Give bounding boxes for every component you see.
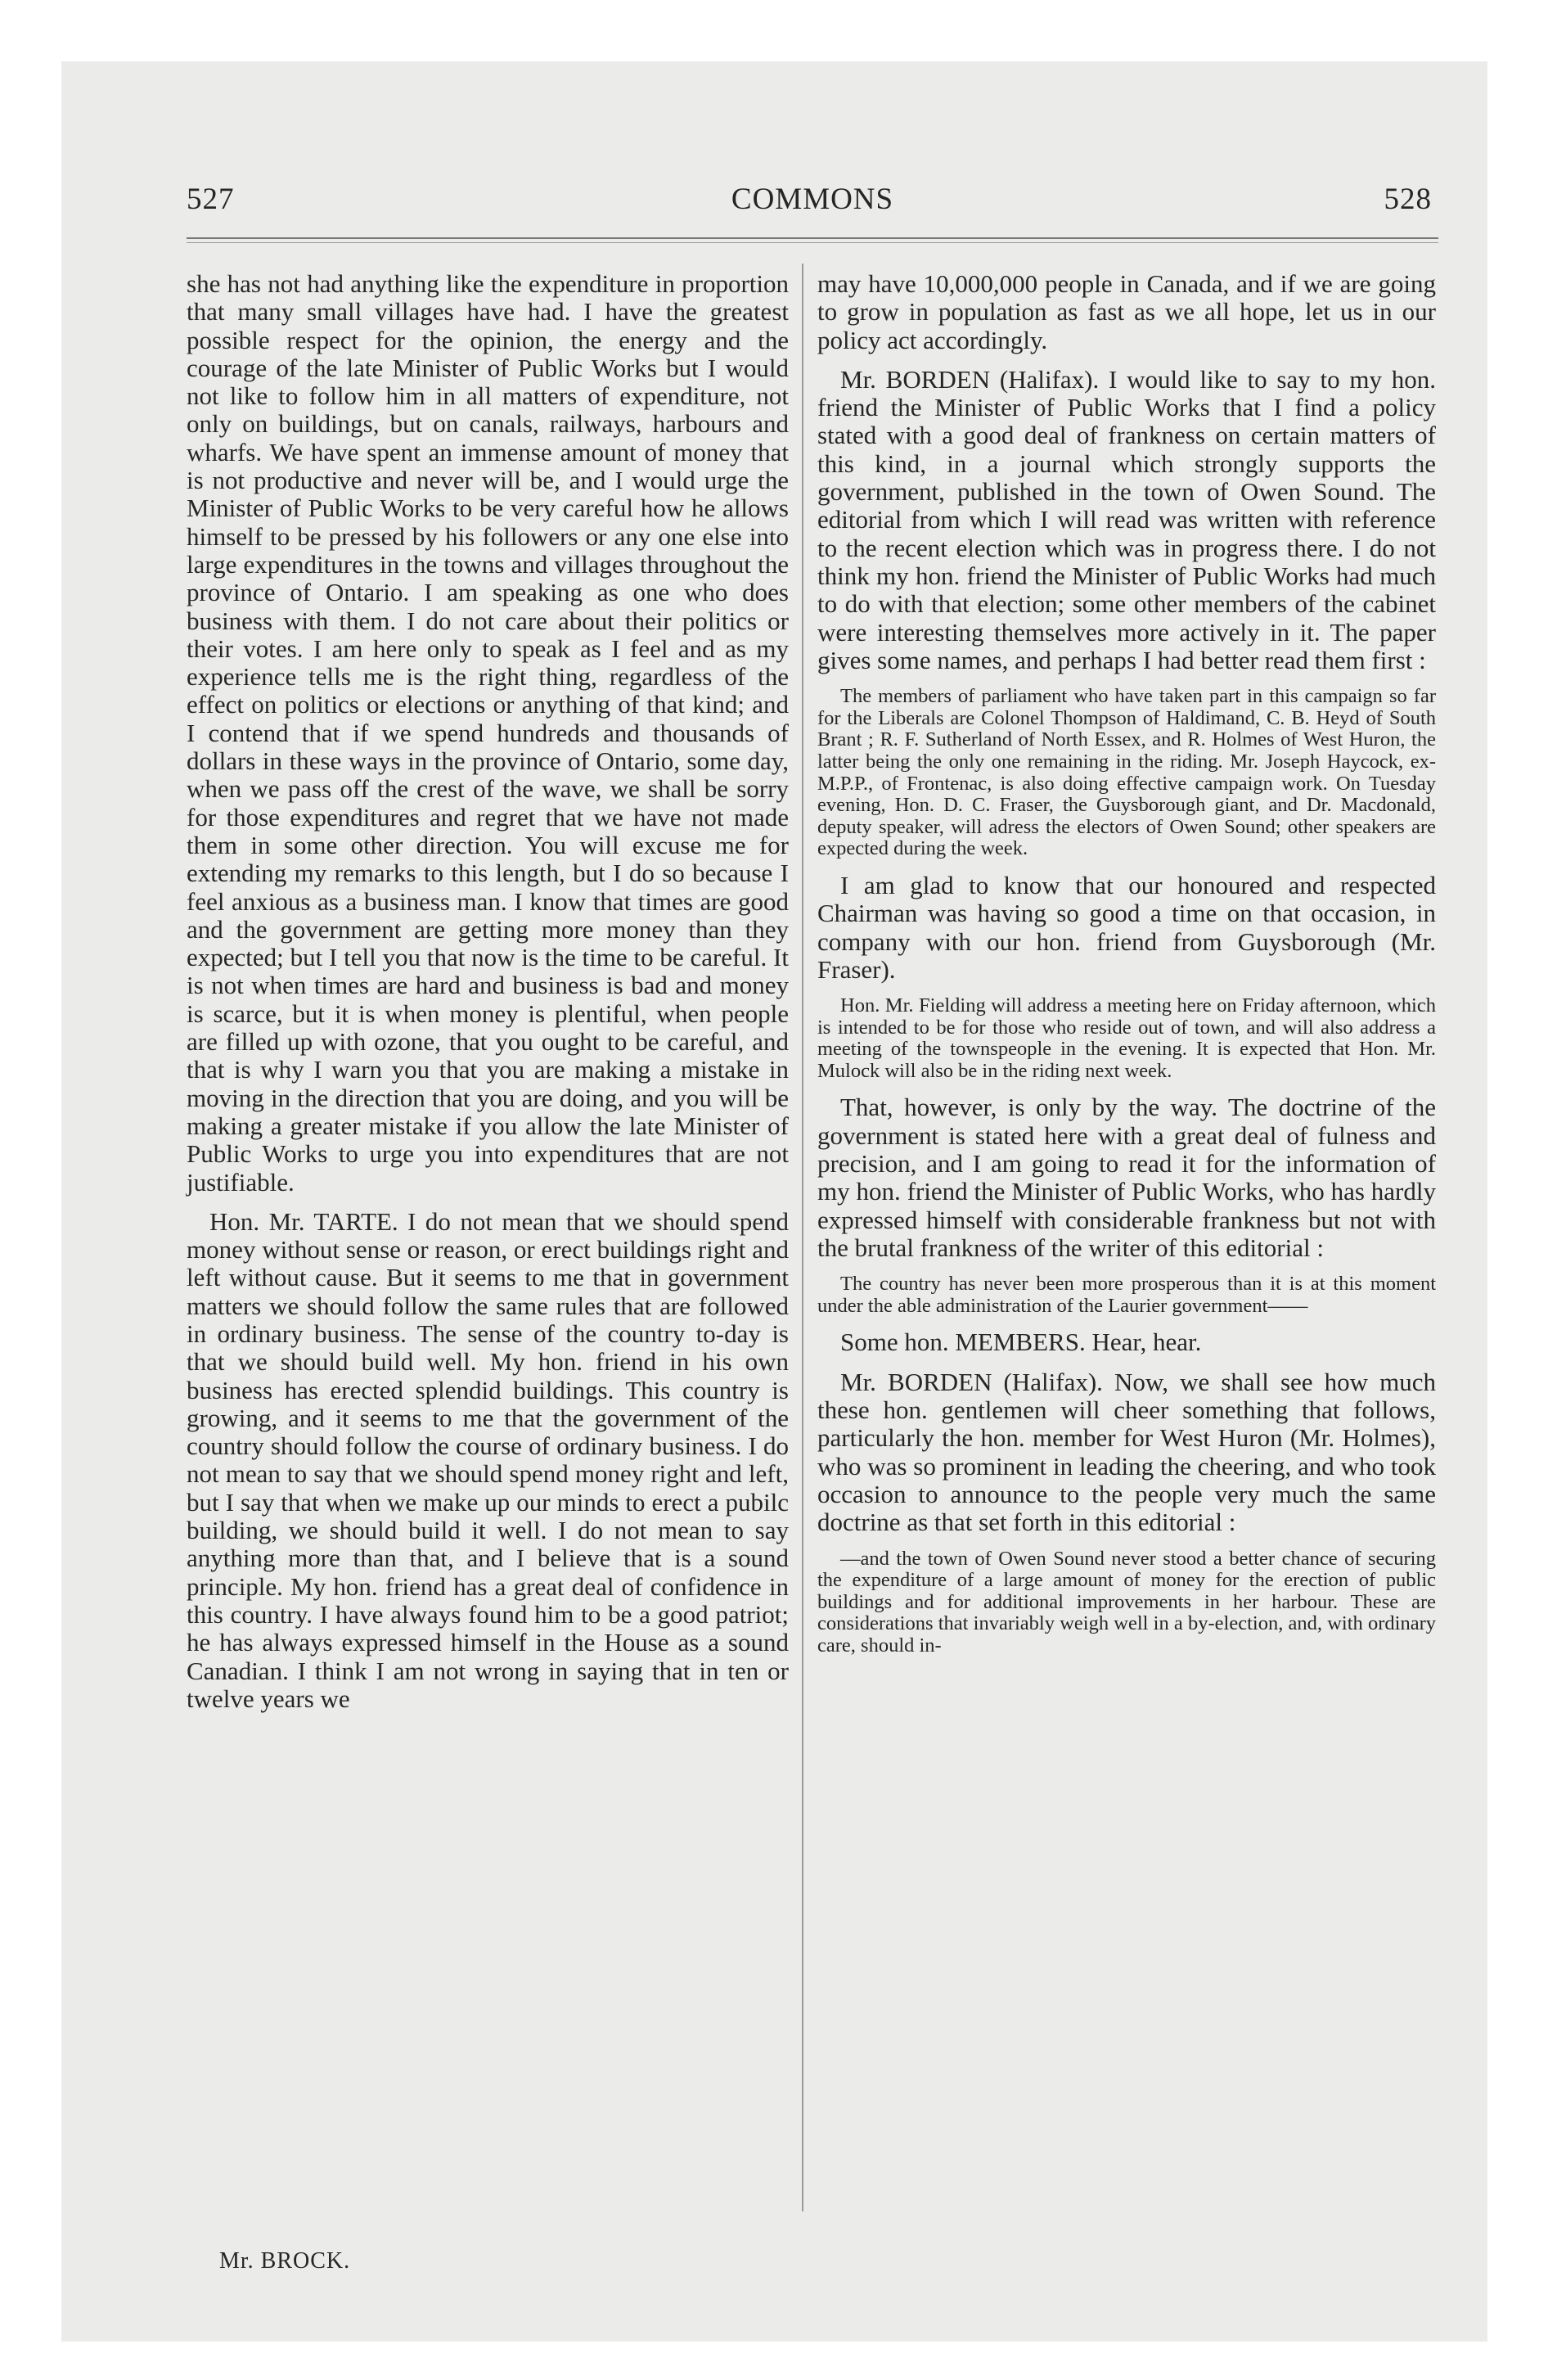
- header-rule-thin: [187, 242, 1438, 243]
- header-rule: [187, 237, 1438, 239]
- page-number-left: 527: [187, 183, 235, 216]
- paragraph-tarte: Hon. Mr. TARTE. I do not mean that we should spend money without sense or reason, or erect buildings right and left without cause. But it seems to me that in government matters we should follow the same rules that are followed in ordinary business. The sense of the country to-day is that we should build well. My hon. friend in his own business has erected splendid buildings. This country is growing, and it seems to me that the government of the country should follow the course of ordinary business. I do not mean to say that we should spend money right and left, but I say that when we make up our minds to erect a pubilc building, we should build it well. I do not mean to say anything more than that, and I believe that is a sound principle. My hon. friend has a great deal of confidence in this country. I have always found him to be a good patriot; he has always expressed himself in the House as a sound Canadian. I think I am not wrong in saying that in ten or twelve years we: [187, 1206, 789, 1713]
- paragraph-borden: Mr. BORDEN (Halifax). Now, we shall see how much these hon. gentlemen will cheer something that follows, particularly the hon. member for West Huron (Mr. Holmes), who was so prominent in leading the cheering, and who took occasion to announce to the people very much the same doctrine as that set forth in this editorial :: [817, 1367, 1436, 1537]
- paragraph-members: Some hon. MEMBERS. Hear, hear.: [840, 1327, 1202, 1357]
- quoted-extract: —and the town of Owen Sound never stood a better chance of securing the expenditure of a large amount of money for the erection of public buildings and for additional improvements in her harbour. These are considerations that invariably weigh well in a by-election, and, with ordinary care, should in-: [817, 1547, 1436, 1657]
- paragraph: I am glad to know that our honoured and respected Chairman was having so good a time on that occasion, in company with our hon. friend from Guysborough (Mr. Fraser).: [817, 870, 1436, 984]
- right-column: [817, 270, 1436, 1657]
- page-number-right: 528: [1384, 183, 1432, 216]
- page-header: [187, 182, 1438, 231]
- paragraph-borden: Mr. BORDEN (Halifax). I would like to say to my hon. friend the Minister of Public Works that I find a policy stated with a good deal of frankness on certain matters of this kind, in a journal which strongly supports the government, published in the town of Owen Sound. The editorial from which I will read was written with reference to the recent election which was in progress there. I do not think my hon. friend the Minister of Public Works had much to do with that election; some other members of the cabinet were interesting themselves more actively in it. The paper gives some names, and perhaps I had better read them first :: [817, 364, 1436, 674]
- quoted-extract: The members of parliament who have taken part in this campaign so far for the Liberals are Colonel Thompson of Haldimand, C. B. Heyd of South Brant ; R. F. Sutherland of North Essex, and R. Holmes of West Huron, the latter being the only one remaining in the riding. Mr. Joseph Haycock, ex-M.P.P., of Frontenac, is also doing effective campaign work. On Tuesday evening, Hon. D. C. Fraser, the Guysborough giant, and Dr. Macdonald, deputy speaker, will adress the electors of Owen Sound; other speakers are expected during the week.: [817, 685, 1436, 860]
- column-divider: [802, 264, 803, 2211]
- running-title: COMMONS: [731, 183, 894, 216]
- paragraph: may have 10,000,000 people in Canada, and if we are going to grow in population as fast as we all hope, let us in our policy act accordingly.: [817, 269, 1436, 354]
- left-column: [187, 270, 789, 1713]
- footer-speaker: Mr. BROCK.: [219, 2248, 351, 2274]
- quoted-extract: The country has never been more prosperous than it is at this moment under the able administration of the Laurier government——: [817, 1273, 1436, 1317]
- paragraph: That, however, is only by the way. The doctrine of the government is stated here with a great deal of fulness and precision, and I am going to read it for the information of my hon. friend the Minister of Public Works, who has hardly expressed himself with considerable frankness but not with the brutal frankness of the writer of this editorial :: [817, 1093, 1436, 1262]
- quoted-extract: Hon. Mr. Fielding will address a meeting here on Friday afternoon, which is intended to be for those who reside out of town, and will also address a meeting of the townspeople in the evening. It is expected that Hon. Mr. Mulock will also be in the riding next week.: [817, 994, 1436, 1082]
- paragraph: she has not had anything like the expenditure in proportion that many small villages have had. I have the greatest possible respect for the opinion, the energy and the courage of the late Minister of Public Works but I would not like to follow him in all matters of expenditure, not only on buildings, but on canals, railways, harbours and wharfs. We have spent an immense amount of money that is not productive and never will be, and I would urge the Minister of Public Works to be very careful how he allows himself to be pressed by his followers or any one else into large expenditures in the towns and villages throughout the province of Ontario. I am speaking as one who does business with them. I do not care about their politics or their votes. I am here only to speak as I feel and as my experience tells me is the right thing, regardless of the effect on politics or elections or anything of that kind; and I contend that if we spend hundreds and thousands of dollars in these ways in the province of Ontario, some day, when we pass off the crest of the wave, we shall be sorry for those expenditures and regret that we have not made them in some other direction. You will excuse me for extending my remarks to this length, but I do so because I feel anxious as a business man. I know that times are good and the government are getting more money than they expected; but I tell you that now is the time to be careful. It is not when times are hard and business is bad and money is scarce, but it is when money is plentiful, when people are filled up with ozone, that you ought to be careful, and that is why I warn you that you are making a mistake in moving in the direction that you are doing, and you will be making a greater mistake if you allow the late Minister of Public Works to urge you into expenditures that are not justifiable.: [187, 269, 789, 1197]
- page-content: [187, 182, 1438, 2277]
